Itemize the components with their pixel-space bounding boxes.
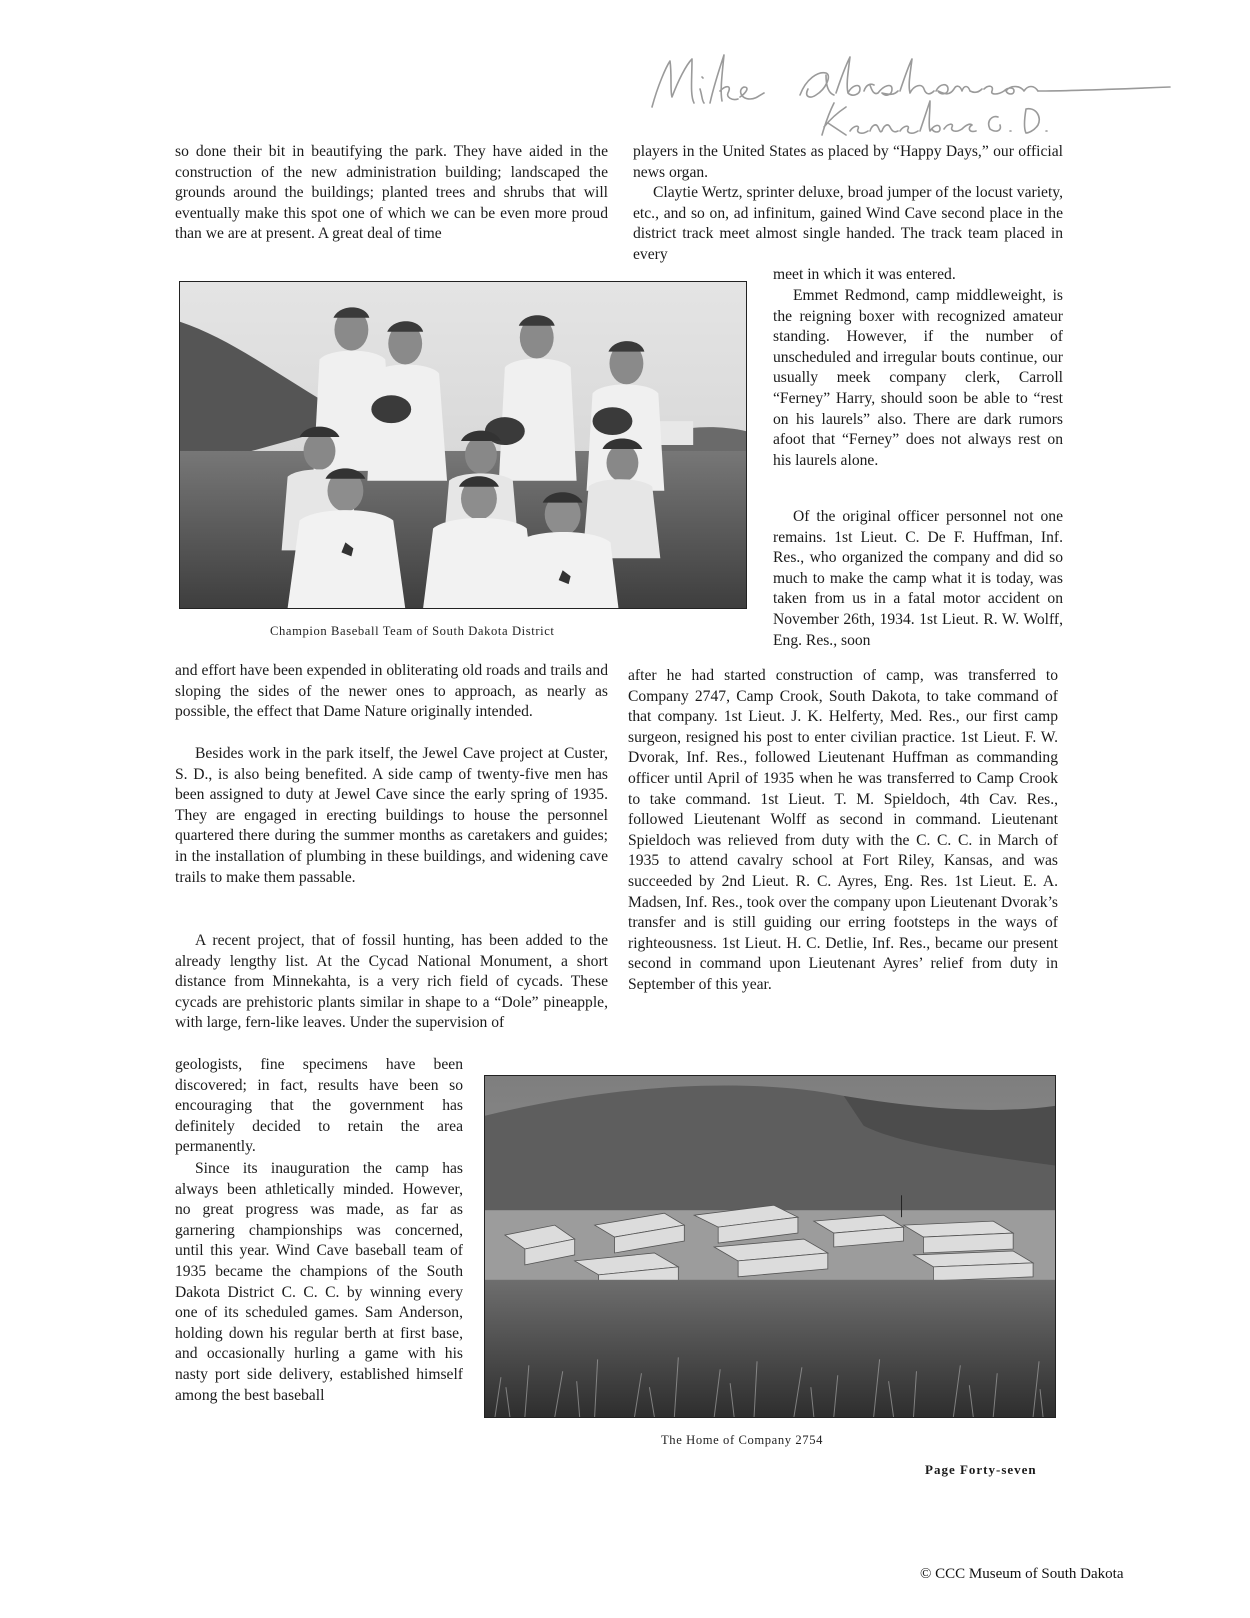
article-right-mid: after he had started construction of camp, was transferred to Company 2747, Camp Crook, South Dakota, to take command of that company. 1st Lieut. J. K. Helferty, Med. Res., our first camp surgeon, resigned his post to enter civilian practice. 1st Lieut. F. W. Dvorak, Inf. Res., followed Lieutenant Huffman as commanding officer until April of 1935 when he was transferred to Camp Crook to take command. 1st Lieut. T. M. Spieldoch, 4th Cav. Res., followed Lieutenant Wolff as second in command. Lieutenant Spieldoch was relieved from duty with the C. C. C. in March of 1935 to attend cavalry school at Fort Riley, Kansas, and was succeeded by 2nd Lieut. R. C. Ayres, Eng. Res. 1st Lieut. E. A. Madsen, Inf. Res., took over the company upon Lieutenant Dvorak’s transfer and is still guiding our erring footsteps in the ways of righteousness. 1st Lieut. H. C. Detlie, Inf. Res., became our present second in command upon Lieutenant Ayres’ relief from duty in September of this year.: [628, 667, 1058, 993]
handwritten-signature: [640, 45, 1185, 145]
article-right-top-2: Claytie Wertz, sprinter deluxe, broad jumper of the locust variety, etc., and so on, ad infinitum, gained Wind Cave second place in the district track meet almost single handed. The track team placed in every: [633, 184, 1063, 263]
article-right-narrow-2: Emmet Redmond, camp middleweight, is the reigning boxer with recognized amateur standing. However, if the number of unscheduled and irregular bouts continue, our usually meek company clerk, Carroll “Ferney” Harry, should soon be able to “rest on his laurels” also. There are dark rumors afoot that “Ferney” does not always rest on his laurels alone.: [773, 287, 1063, 469]
page-number: Page Forty-seven: [925, 1462, 1037, 1477]
article-left-mid-2: Besides work in the park itself, the Jewel Cave project at Custer, S. D., is also being benefited. A side camp of twenty-five men has been assigned to duty at Jewel Cave since the early spring of 1935. They are engaged in erecting buildings to house the personnel quartered there during the summer months as caretakers and guides; in the installation of plumbing in these buildings, and widening cave trails to make them passable.: [175, 745, 608, 886]
article-left-mid-3: A recent project, that of fossil hunting, has been added to the already lengthy list. At the Cycad National Monument, a short distance from Minnekahta, is a very rich field of cycads. These cycads are prehistoric plants similar in shape to a “Dole” pineapple, with large, fern-like leaves. Under the supervision of: [175, 932, 608, 1032]
camp-photo: [484, 1075, 1056, 1418]
baseball-team-photo: [179, 281, 747, 609]
article-right-top-1: players in the United States as placed by “Happy Days,” our official news organ.: [633, 143, 1063, 181]
copyright-notice: © CCC Museum of South Dakota: [920, 1566, 1124, 1582]
article-right-narrow-3: Of the original officer personnel not one remains. 1st Lieut. C. De F. Huffman, Inf. Res., who organized the company and did so much to make the camp what it is today, was taken from us in a fatal motor accident on November 26th, 1934. 1st Lieut. R. W. Wolff, Eng. Res., soon: [773, 508, 1063, 649]
article-left-top: so done their bit in beautifying the park. They have aided in the construction of the new administration building; landscaped the grounds around the buildings; planted trees and shrubs that will eventually make this spot one of which we can be even more proud than we are at present. A great deal of time: [175, 143, 608, 243]
camp-photo-caption: The Home of Company 2754: [661, 1433, 824, 1447]
article-left-narrow-1: geologists, fine specimens have been discovered; in fact, results have been so encouraging that the government has definitely decided to retain the area permanently.: [175, 1056, 463, 1156]
article-right-narrow-1: meet in which it was entered.: [773, 266, 956, 283]
article-left-narrow-2: Since its inauguration the camp has always been athletically minded. However, no great progress was made, as far as garnering championships was concerned, until this year. Wind Cave baseball team of 1935 became the champions of the South Dakota District C. C. C. by winning every one of its scheduled games. Sam Anderson, holding down his regular berth at first base, and occasionally hurling a game with his nasty port side delivery, established himself among the best baseball: [175, 1160, 463, 1404]
baseball-photo-caption: Champion Baseball Team of South Dakota District: [270, 624, 555, 638]
article-left-mid-1: and effort have been expended in obliterating old roads and trails and sloping the sides of the newer ones to approach, as nearly as possible, the effect that Dame Nature originally intended.: [175, 662, 608, 721]
